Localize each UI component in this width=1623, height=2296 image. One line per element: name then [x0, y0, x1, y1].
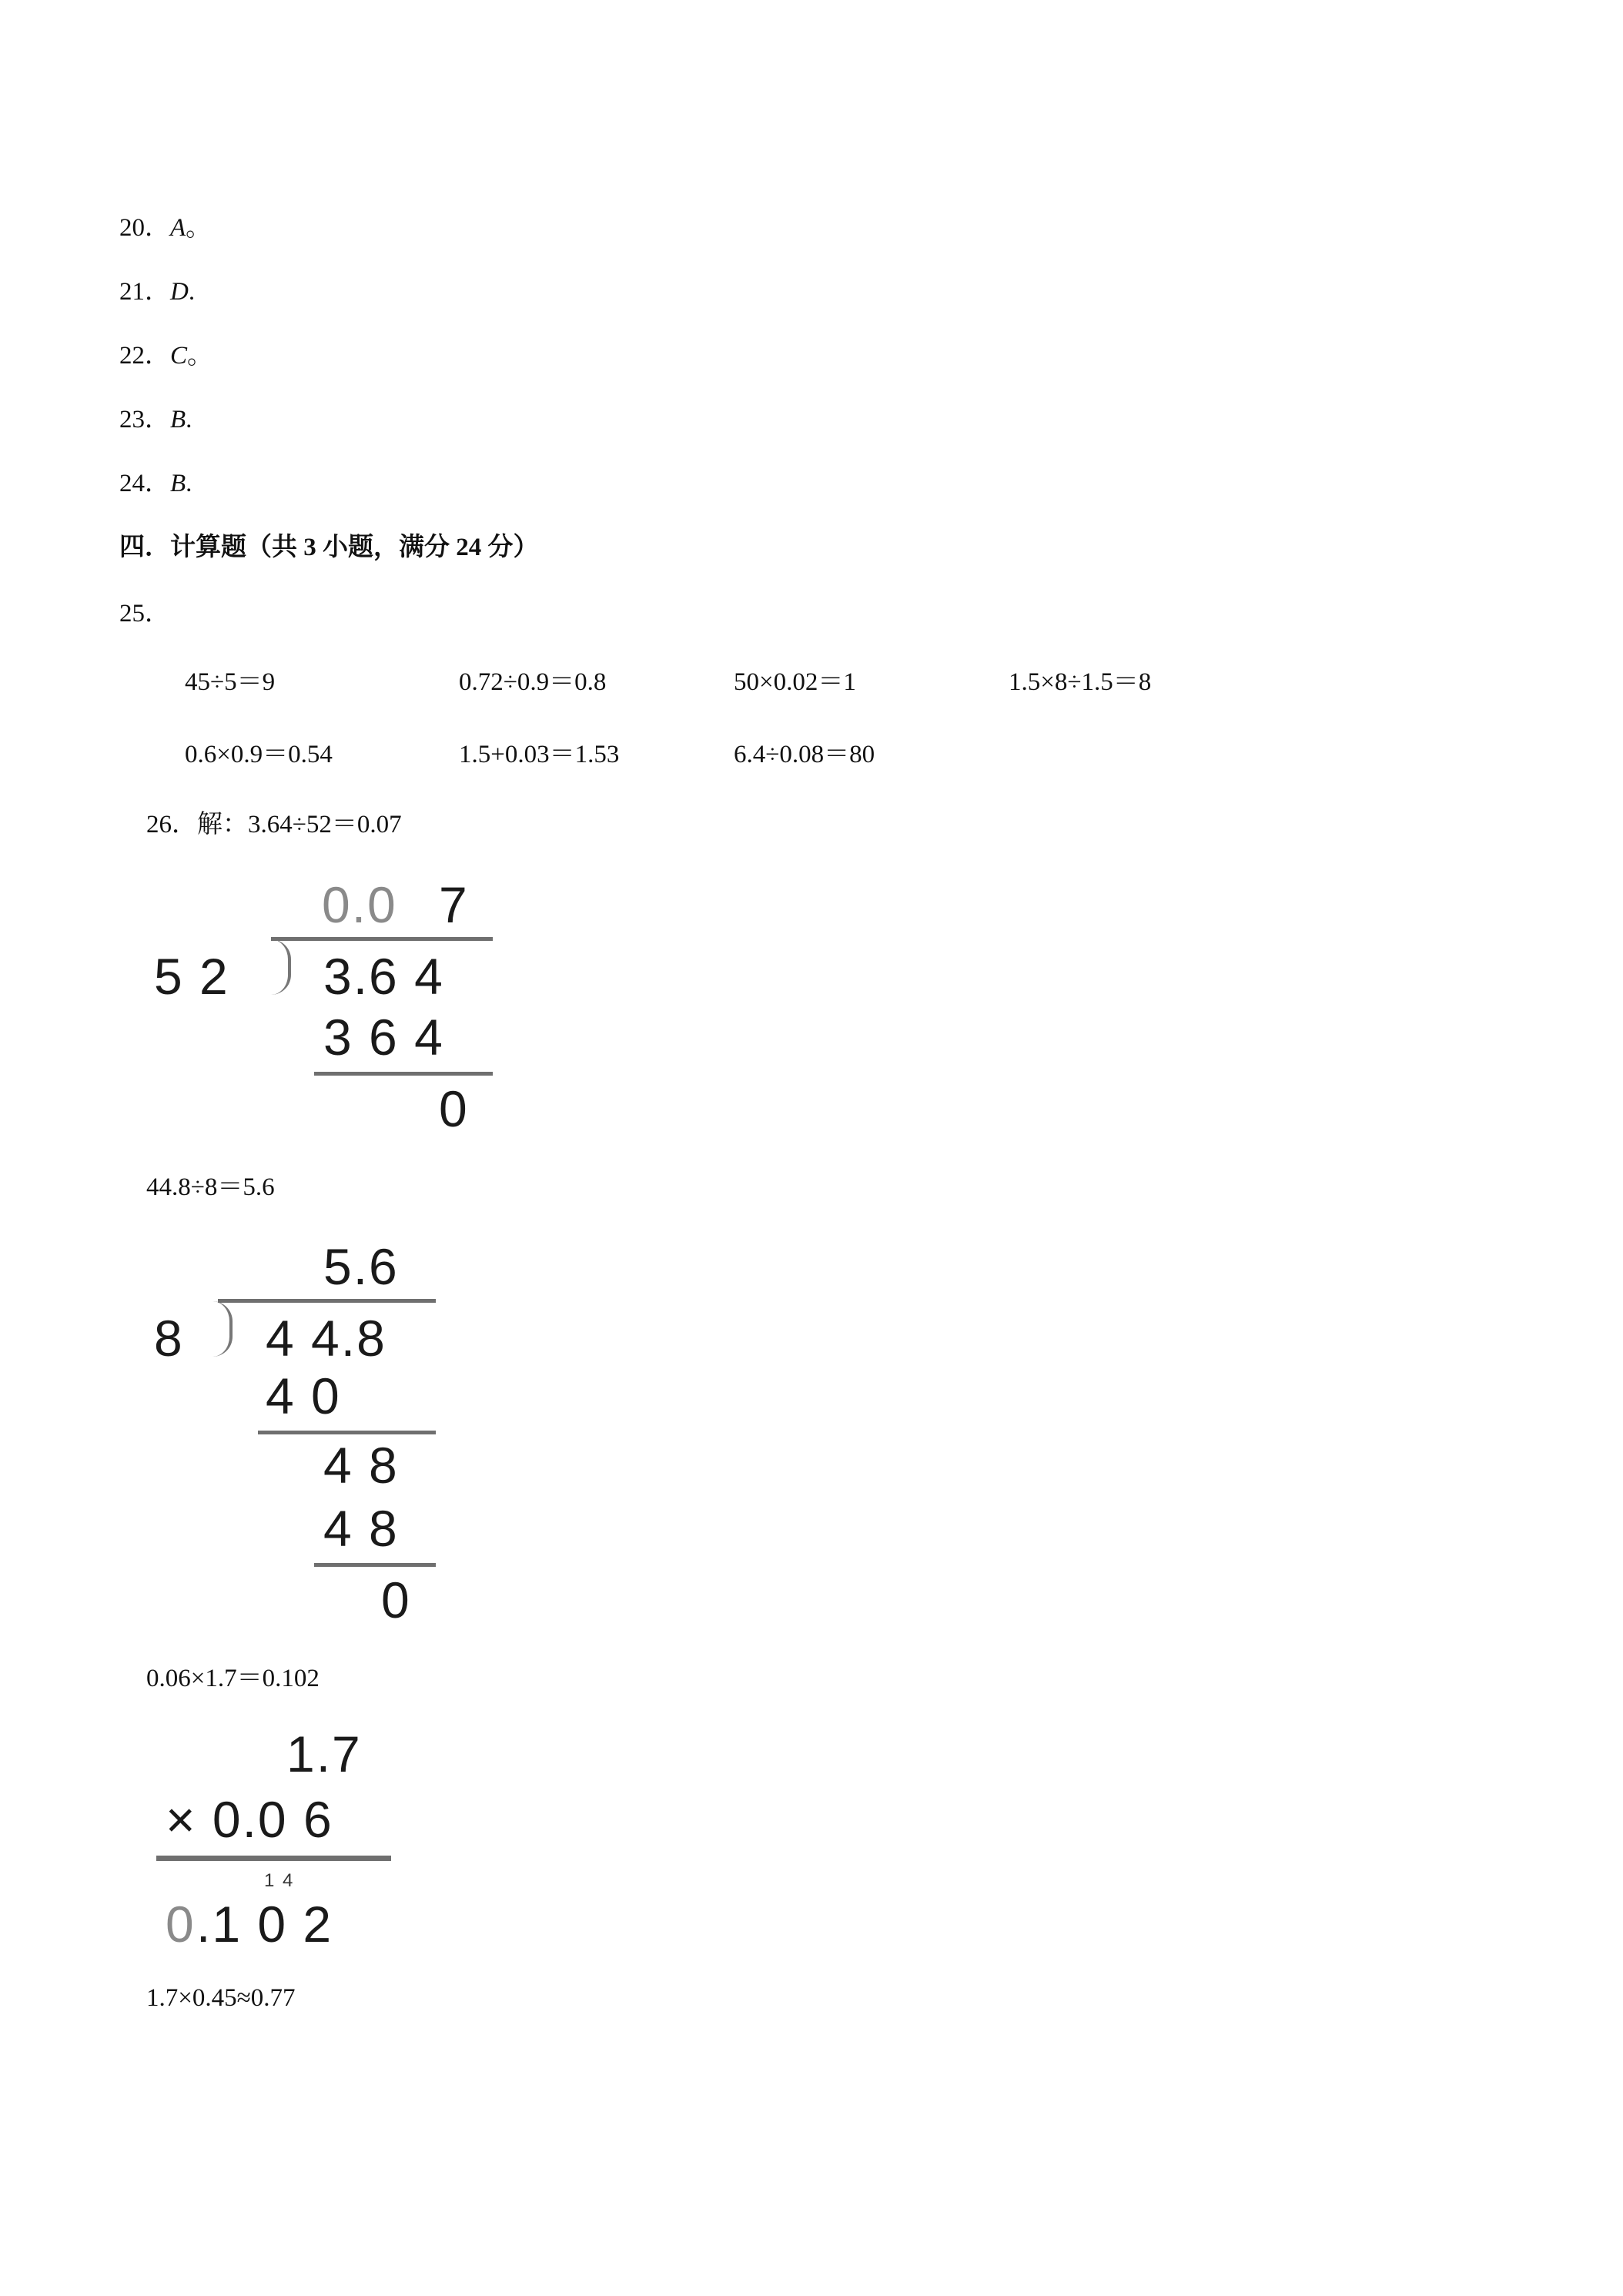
dividend: 4 4.8 — [266, 1310, 387, 1367]
answer-value: D — [170, 278, 189, 306]
q25-item: 1.5×8÷1.5＝8 — [1009, 668, 1152, 696]
remainder: 0 — [439, 1080, 469, 1137]
subtraction-line-2 — [314, 1563, 436, 1567]
answer-number: 22． — [119, 342, 170, 370]
multiplication-line — [156, 1856, 391, 1861]
division-bar — [271, 937, 493, 941]
division-bracket — [212, 1301, 233, 1357]
q26-label: 26．解：3.64÷52＝0.07 — [146, 811, 402, 838]
subtraction-line-1 — [258, 1431, 436, 1434]
quotient: 5.6 — [323, 1238, 399, 1295]
q25-item: 1.5+0.03＝1.53 — [459, 741, 620, 768]
answer-number: 20． — [119, 214, 170, 242]
subtrahend-1: 4 0 — [266, 1367, 341, 1424]
answer-end: . — [188, 278, 196, 306]
answer-end: . — [186, 406, 192, 433]
product-faint: 0 — [166, 1896, 196, 1953]
q25-item: 0.72÷0.9＝0.8 — [459, 668, 607, 696]
q25-item: 45÷5＝9 — [185, 668, 276, 696]
q25-item: 0.6×0.9＝0.54 — [185, 741, 333, 768]
answer-24 — [119, 468, 192, 499]
q25-label: 25． — [119, 600, 170, 628]
answer-end: 。 — [187, 342, 213, 370]
answer-value: B — [170, 470, 186, 497]
q25-item: 50×0.02＝1 — [734, 668, 856, 696]
equation-3: 0.06×1.7＝0.102 — [146, 1665, 320, 1692]
quotient-faint: 0.0 — [322, 876, 397, 933]
equation-4: 1.7×0.45≈0.77 — [146, 1984, 296, 2012]
answer-number: 21． — [119, 278, 170, 306]
q25-item: 6.4÷0.08＝80 — [734, 741, 875, 768]
section-heading: 四．计算题（共 3 小题，满分 24 分） — [119, 534, 539, 561]
answer-23 — [119, 404, 192, 435]
answer-end: 。 — [186, 214, 212, 242]
subtrahend: 3 6 4 — [323, 1009, 444, 1066]
answer-value: C — [170, 342, 188, 370]
answer-number: 23． — [119, 406, 170, 433]
carry-digits: 1 4 — [264, 1870, 295, 1891]
subtraction-line — [314, 1072, 493, 1076]
equation-2: 44.8÷8＝5.6 — [146, 1173, 275, 1201]
subtrahend-2: 4 8 — [323, 1500, 399, 1557]
answer-value: B — [170, 406, 186, 433]
answer-value: A — [170, 214, 186, 242]
division-bar — [218, 1299, 436, 1303]
answer-21 — [119, 276, 195, 307]
division-bracket — [271, 939, 291, 995]
remainder: 0 — [381, 1571, 411, 1628]
dividend: 3.6 4 — [323, 948, 444, 1005]
multiplier: × 0.0 6 — [166, 1791, 333, 1848]
answer-number: 24． — [119, 470, 170, 497]
divisor: 5 2 — [154, 948, 229, 1005]
partial-dividend: 4 8 — [323, 1437, 399, 1494]
quotient: 7 — [439, 876, 469, 933]
divisor: 8 — [154, 1310, 184, 1367]
answer-20 — [119, 213, 211, 243]
answer-22 — [119, 340, 212, 371]
answer-end: . — [186, 470, 192, 497]
multiplicand: 1.7 — [286, 1725, 362, 1782]
product: .1 0 2 — [196, 1896, 333, 1953]
